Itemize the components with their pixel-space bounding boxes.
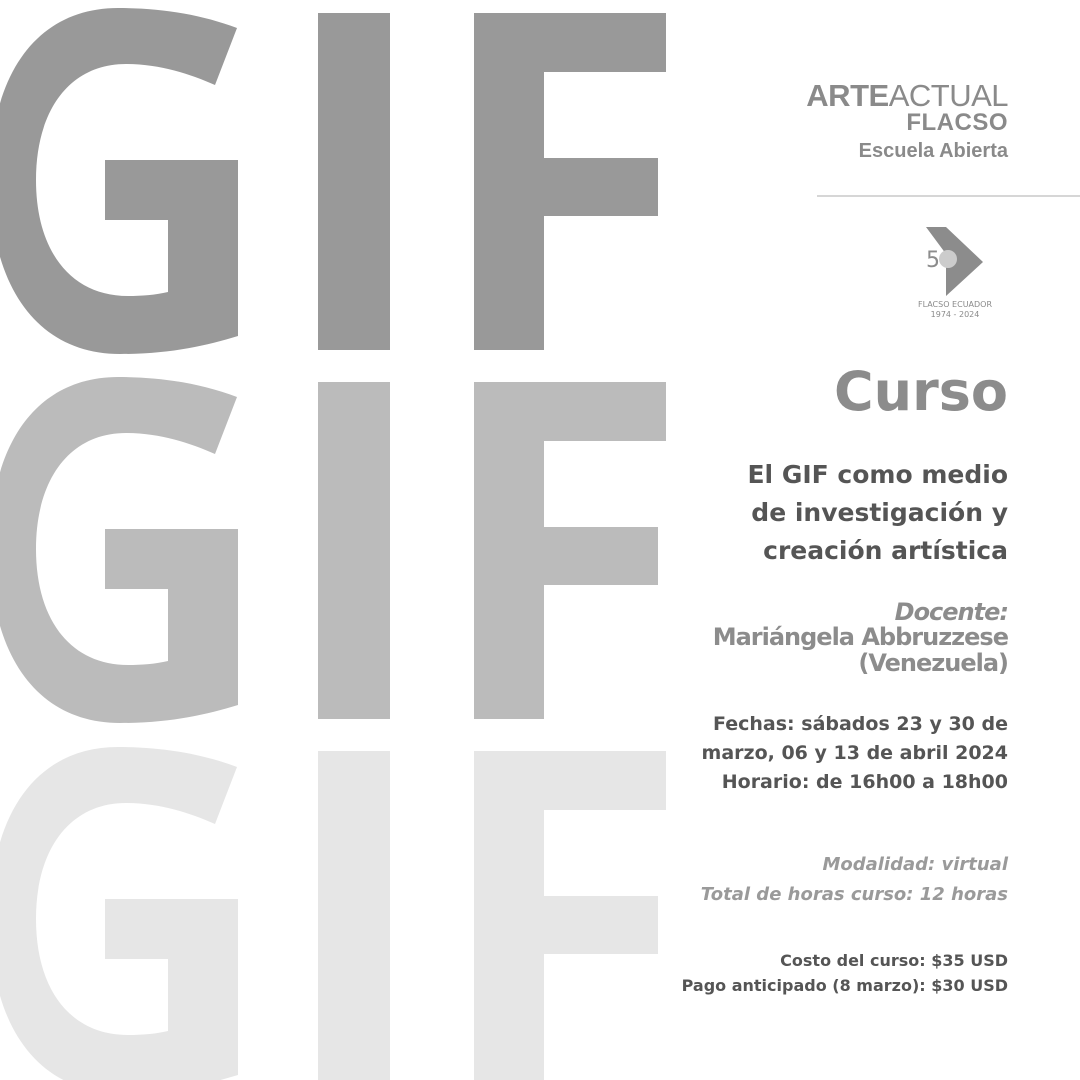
arteactual-flacso-logo [806,80,1008,168]
emblem-number: 5 [926,248,940,273]
letter-i [318,382,390,719]
logo-arte: ARTE [806,78,889,113]
course-schedule [628,710,1008,797]
docente-name-line: (Venezuela) [858,649,1008,677]
course-label: Curso [834,360,1008,423]
gif-row-3 [0,747,666,1080]
course-title-line: El GIF como medio [747,460,1008,489]
letter-f [474,13,666,350]
emblem-caption-line1: FLACSO ECUADOR [917,300,993,309]
gif-row-1 [0,8,666,354]
course-title-line: creación artística [763,536,1008,565]
letter-g [0,377,238,723]
course-modality [628,850,1008,910]
letter-g [0,747,238,1080]
letter-f [474,751,666,1080]
schedule-line: Fechas: sábados 23 y 30 de [713,713,1008,735]
logo-actual: ACTUAL [888,78,1008,113]
modality-line: Modalidad: virtual [822,854,1008,875]
emblem-caption-line2: 1974 - 2024 [930,310,980,319]
course-cost [628,948,1008,998]
course-title [668,456,1008,570]
schedule-line: Horario: de 16h00 a 18h00 [721,771,1008,793]
docente-label: Docente: [894,598,1008,626]
letter-g [0,8,238,354]
docente-name-line: Mariángela Abbruzzese [712,623,1008,651]
gif-row-2 [0,377,666,723]
emblem-caption [900,300,1010,320]
cost-line: Costo del curso: $35 USD [780,951,1008,970]
total-hours-line: Total de horas curso: 12 horas [700,884,1008,905]
letter-i [318,751,390,1080]
course-title-line: de investigación y [751,498,1008,527]
early-payment-line: Pago anticipado (8 marzo): $30 USD [681,976,1008,995]
docente-name [608,624,1008,676]
logo-escuela-abierta: Escuela Abierta [858,140,1008,162]
letter-i [318,13,390,350]
logo-arteactual [806,80,1008,112]
emblem-circle-shape [939,250,957,268]
logo-flacso: FLACSO [906,109,1008,136]
schedule-line: marzo, 06 y 13 de abril 2024 [701,742,1008,764]
divider [817,195,1080,197]
